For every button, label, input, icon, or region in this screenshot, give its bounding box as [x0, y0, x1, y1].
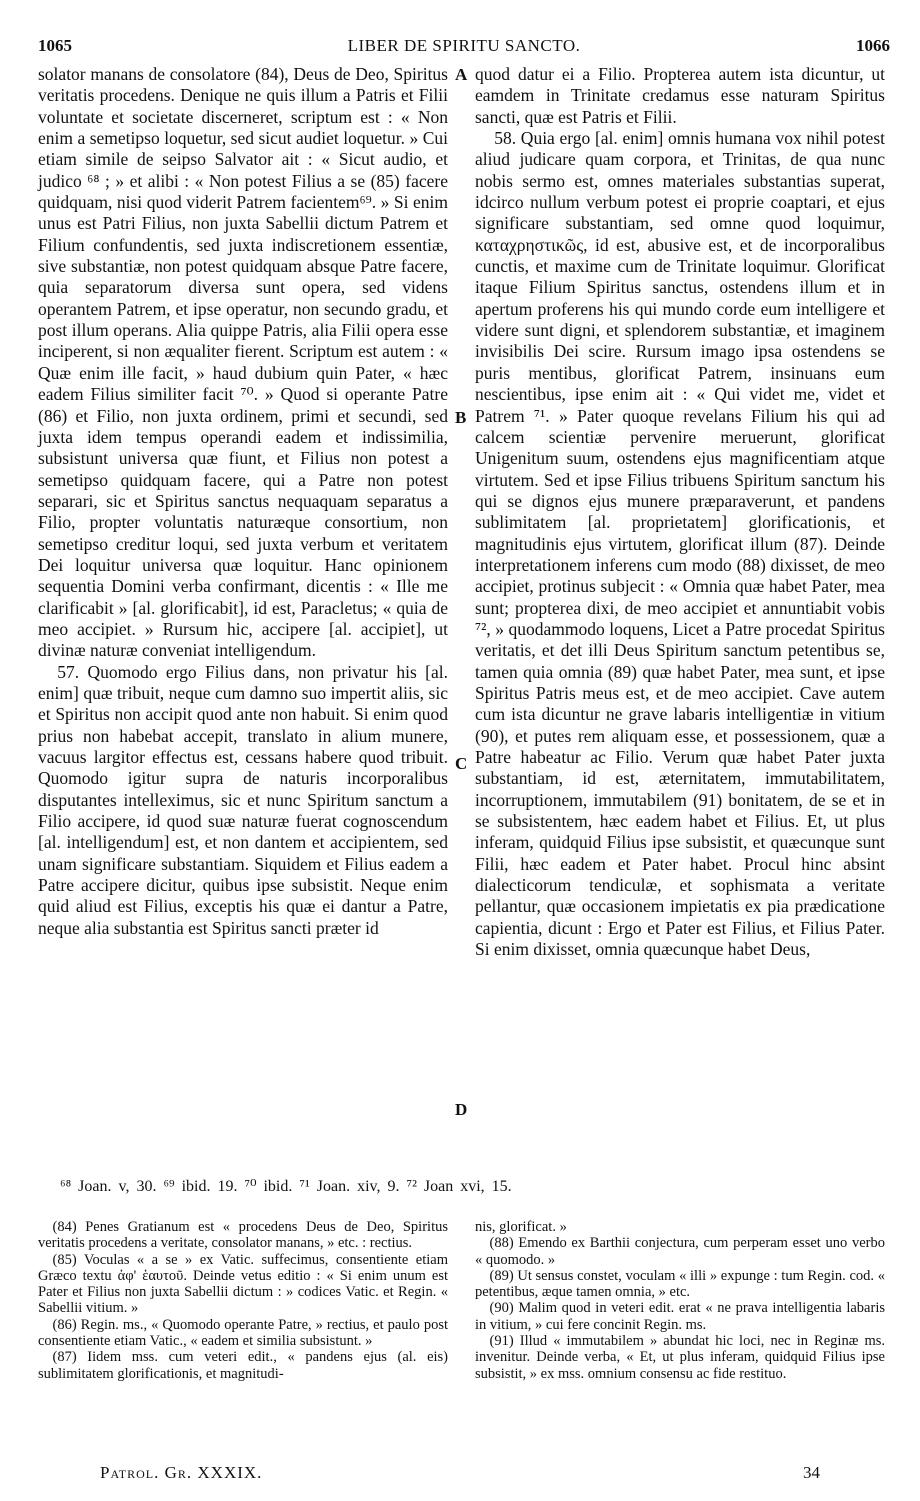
- page-number: 34: [803, 1463, 820, 1482]
- running-title: LIBER DE SPIRITU SANCTO.: [347, 36, 581, 55]
- column-number-left: 1065: [38, 36, 72, 55]
- paragraph: solator manans de consolatore (84), Deus de Deo, Spiritus veritatis procedens. Denique ne quis illum a Patris et Filii voluntate et societate discerneret, scriptum est : « Non enim a semetipso loquetur, sed sicut audiet loquetur. » Cui etiam simile de seipso Salvator ait : « Sicut audio, et judico ⁶⁸ ; » et alibi : « Non potest Filius a se (85) facere quidquam, nisi quod viderit Patrem facientem⁶⁹. » Si enim unus est Patri Filius, non juxta Sabellii dictum Patrem et Filium confundentis, sed juxta indiscretionem essentiæ, sive substantiæ, non potest quidquam absque Patre facere, quia separatorum diversa sunt opera, sed videns operantem Patrem, et ipse operatur, non secundo gradu, et post illum operans. Alia quippe Patris, alia Filii opera esse inciperent, si non æqualiter fierent. Scriptum est autem : « Quæ enim ille facit, » haud dubium quin Pater, « hæc eadem Filius similiter facit ⁷⁰. » Quod si operante Patre (86) et Filio, non juxta ordinem, primi et secundi, sed juxta idem tempus operandi eadem et indissimilia, subsistunt universa quæ fiunt, et Filius non potest a semetipso quidquam facere, qui a Patre non potest separari, sic et Spiritus sanctus nequaquam separatus a Filio, propter voluntatis naturæque consortium, non semetipso creditur loqui, sed juxta verbum et veritatem Dei loquitur universa quæ loquitur. Hanc opinionem sequentia Domini verba confirmant, dicentis : « Ille me clarificabit » [al. glorificabit], id est, Paracletus; « quia de meo accipiet. » Rursum hic, accipere [al. accipiet], ut divinæ naturæ conveniat intelligendum.: [38, 64, 448, 661]
- footnote: (87) Iidem mss. cum veteri edit., « pandens ejus (al. eis) sublimitatem glorificationis, et magnitudi-: [38, 1349, 448, 1382]
- paragraph: quod datur ei a Filio. Propterea autem ista dicuntur, ut eamdem in Trinitate credamus esse naturam Spiritus sancti, quæ est Patris et Filii.: [475, 64, 885, 127]
- left-text-column: [38, 64, 448, 939]
- footnote: (90) Malim quod in veteri edit. erat « ne prava intelligentia labaris in vitium, » cui fere concinit Regin. ms.: [475, 1300, 885, 1333]
- footnote: (86) Regin. ms., « Quomodo operante Patre, » rectius, et paulo post consentiente etiam Vatic., « eadem et similia subsistunt. »: [38, 1316, 448, 1350]
- footnote: (85) Voculas « a se » ex Vatic. suffecimus, consentiente etiam Græco textu ἀφ' ἑαυτοῦ. Deinde vetus editio : « Si enim unum est Pater et Filius non juxta Sabellii dictum : » codices Vatic. et Regin. « Sabellii vitium. »: [38, 1251, 448, 1317]
- margin-marker: C: [455, 754, 468, 773]
- footnote-continuation: nis, glorificat. »: [475, 1219, 567, 1235]
- footnote: (89) Ut sensus constet, voculam « illi » expunge : tum Regin. cod. « petentibus, æque tamen omnia, » etc.: [475, 1267, 885, 1301]
- margin-marker: D: [455, 1100, 468, 1119]
- page-footer: [100, 1463, 820, 1485]
- paragraph: 58. Quia ergo [al. enim] omnis humana vox nihil potest aliud judicare quam corpora, et Trinitas, de qua nunc nobis sermo est, omnes materiales substantias superat, idcirco nullum verbum potest ei proprie coaptari, et ejus significare substantiam, sed omne quod loquimur, καταχρηστικῶς, id est, abusive est, et de incorporalibus cunctis, et maxime cum de Trinitate loquimur. Glorificat itaque Filium Spiritus sanctus, ostendens illum et in apertum proferens his qui mundo corde eum intelligere et videre sunt digni, et splendorem substantiæ, et imaginem invisibilis Dei scire. Rursum imago ipsa ostendens se puris mentibus, glorificat Patrem, insinuans eum nescientibus, ipse enim ait : « Qui videt me, videt et Patrem ⁷¹. » Pater quoque revelans Filium his qui ad calcem scientiæ pervenire meruerunt, glorificat Unigenitum suum, ostendens ejus magnificentiam atque virtutem. Sed et ipse Filius tribuens Spiritum sanctum his qui se dignos ejus munere præparaverunt, et pandens sublimitatem [al. proprietatem] glorificationis, et magnitudinis ejus virtutem, glorificat illum (87). Deinde interpretationem inferens cum modo (88) dixisset, de meo accipiet, protinus subjecit : « Omnia quæ habet Pater, mea sunt; propterea dixi, de meo accipiet et annuntiabit vobis ⁷², » quodammodo loquens, Licet a Patre procedat Spiritus veritatis, et det illi Deus Spiritum sanctum petentibus se, tamen quia omnia (89) quæ habet Pater, mea sunt, et ipse Spiritus Patris meus est, et de meo accipiet. Cave autem cum ista dicuntur ne grave labaris intelligentiæ in vitium (90), et putes rem aliquam esse, et possessionem, quæ a Patre habeatur ac Filio. Verum quæ habet Pater juxta substantiam, id est, æternitatem, immutabilitatem, incorruptionem, immutabilem (91) bonitatem, de se et in se subsistentem, hæc eadem habet et Filius. Et, ut plus inferam, quidquid Filius ipse subsistit, et quæcunque sunt Filii, hæc eadem et Pater habet. Procul hinc absint dialecticorum tendiculæ, et sophismata a veritate pellantur, quæ occasionem impietatis ex pia prædicatione capientia, dicunt : Ergo et Pater est Filius, et Filius Pater. Si enim dixisset, omnia quæcunque habet Deus,: [475, 128, 885, 960]
- footnote: (84) Penes Gratianum est « procedens Deus de Deo, Spiritus veritatis procedens a veritate, consolator manans, » etc. : rectius.: [38, 1219, 448, 1252]
- margin-marker: B: [455, 408, 467, 427]
- column-number-right: 1066: [856, 36, 890, 55]
- footnote: (88) Emendo ex Barthii conjectura, cum perperam esset uno verbo « quomodo. »: [475, 1235, 885, 1268]
- right-text-column: [475, 64, 885, 960]
- margin-marker: A: [455, 65, 468, 84]
- paragraph: 57. Quomodo ergo Filius dans, non privatur his [al. enim] quæ tribuit, neque cum damno suo impertit aliis, sic et Spiritus non accipit quod ante non habuit. Si enim quod prius non habebat accepit, translato in alium munere, vacuus largitor effectus est, cessans habere quod tribuit. Quomodo igitur supra de naturis incorporalibus disputantes intelleximus, sic et nunc Spiritum sanctum a Filio accipere, id quod suæ naturæ fuerat cognoscendum [al. intelligendum] est, et non dantem et accipientem, sed unam significare substantiam. Siquidem et Filius eadem a Patre accipere dicitur, quibus ipse subsistit. Neque enim quid aliud est Filius, exceptis his quæ ei dantur a Patre, neque alia substantia est Spiritus sancti præter id: [38, 661, 448, 938]
- scripture-references: ⁶⁸ Joan. v, 30. ⁶⁹ ibid. 19. ⁷⁰ ibid. ⁷¹ Joan. xiv, 9. ⁷² Joan xvi, 15.: [60, 1178, 512, 1195]
- volume-signature: Patrol. Gr. XXXIX.: [100, 1463, 263, 1482]
- footnote: (91) Illud « immutabilem » abundat hic loci, nec in Reginæ ms. invenitur. Deinde verba, « Et, ut plus inferam, quidquid Filius ipse subsistit, » ex mss. omnium consensu ac fide restituo.: [475, 1333, 885, 1382]
- footnotes-left: [38, 1219, 448, 1382]
- footnotes-right: [475, 1219, 885, 1382]
- page-header: [38, 36, 890, 58]
